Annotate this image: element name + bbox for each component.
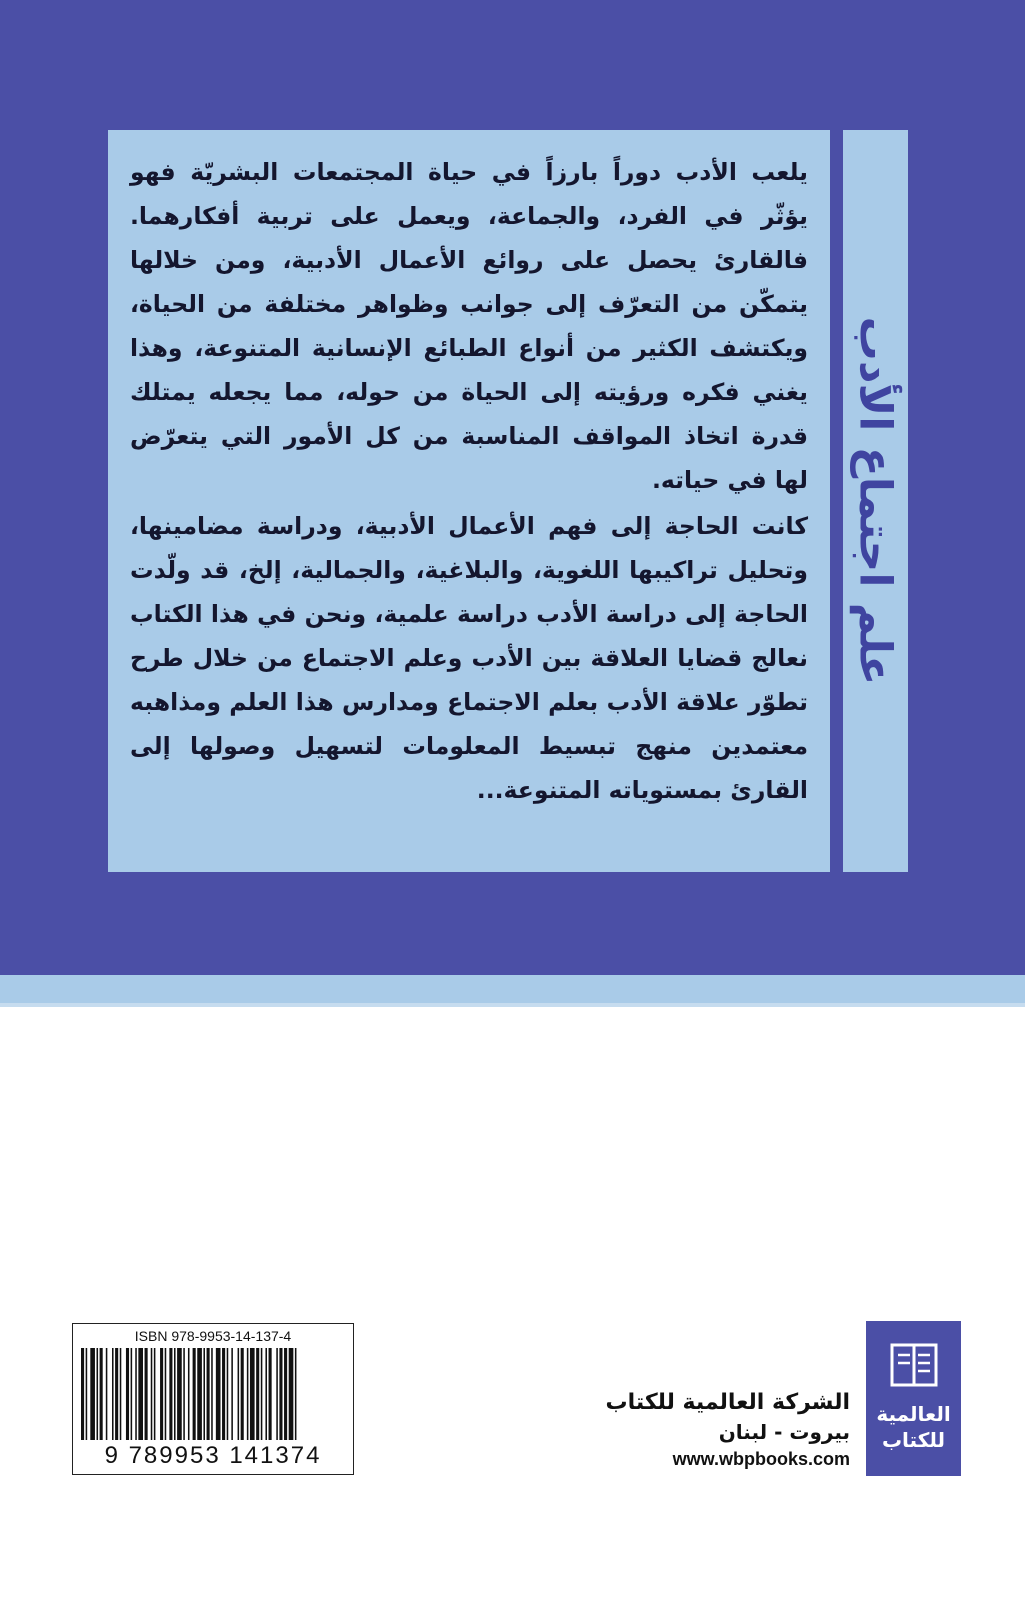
barcode-bar [227, 1348, 229, 1440]
barcode-box [72, 1323, 354, 1475]
barcode-bar [197, 1348, 202, 1440]
publisher-city: بيروت - لبنان [718, 1420, 850, 1444]
barcode-bar [115, 1348, 118, 1440]
barcode-bar [154, 1348, 156, 1440]
barcode-bar [211, 1348, 213, 1440]
barcode-bar [203, 1348, 205, 1440]
barcode-bar [86, 1348, 88, 1440]
barcode-bar [135, 1348, 137, 1440]
barcode-digits: 9 789953 141374 [104, 1442, 322, 1469]
barcode-bar [188, 1348, 190, 1440]
logo-line-2: للكتاب [881, 1428, 946, 1452]
blurb-paragraph-1: يلعب الأدب دوراً بارزاً في حياة المجتمعات البشريّة فهو يؤثّر في الفرد، والجماعة، ويعمل على تربية أفكارهما. فالقارئ يحصل على روائع الأعمال الأدبية، ومن خلالها يتمكّن من التعرّف إلى جوانب وظواهر مختلفة من الحياة، ويكتشف الكثير من أنواع الطبائع الإنسانية المتنوعة، وهذا يغني فكره ورؤيته إلى الحياة من حوله، مما يجعله يمتلك قدرة اتخاذ المواقف المناسبة من كل الأمور التي يتعرّض لها في حياته. [130, 158, 808, 494]
barcode-bar [120, 1348, 122, 1440]
barcode-bar [165, 1348, 167, 1440]
logo-line-1: العالمية [876, 1402, 951, 1426]
blurb-panel [108, 130, 830, 872]
barcode-bar [207, 1348, 210, 1440]
publisher-logo [866, 1321, 961, 1476]
barcode-bar [222, 1348, 225, 1440]
barcode-bar [183, 1348, 185, 1440]
barcode-bar [247, 1348, 249, 1440]
barcode-bar [265, 1348, 267, 1440]
barcode-bar [269, 1348, 272, 1440]
barcode-bar [112, 1348, 114, 1440]
logo-text [866, 1401, 961, 1453]
divider-line [0, 1003, 1025, 1007]
barcode-bar [106, 1348, 108, 1440]
book-title: علم اجتماع الأدب [849, 316, 901, 686]
barcode-bar [160, 1348, 163, 1440]
barcode-bar [276, 1348, 278, 1440]
barcode-bar [279, 1348, 282, 1440]
barcode-bar [238, 1348, 240, 1440]
barcode-bar [90, 1348, 95, 1440]
publisher-name: الشركة العالمية للكتاب [605, 1390, 850, 1415]
barcode-bar [126, 1348, 129, 1440]
barcode-bar [100, 1348, 103, 1440]
barcode-bar [231, 1348, 233, 1440]
barcode-bar [193, 1348, 196, 1440]
barcode-bar [256, 1348, 259, 1440]
barcode-bar [131, 1348, 133, 1440]
barcode-icon [81, 1348, 345, 1440]
barcode-bar [241, 1348, 244, 1440]
barcode-bar [81, 1348, 84, 1440]
blurb-paragraph-2: كانت الحاجة إلى فهم الأعمال الأدبية، ودراسة مضامينها، وتحليل تراكيبها اللغوية، والبلاغية، والجمالية، إلخ، قد ولّدت الحاجة إلى دراسة الأدب دراسة علمية، ونحن في هذا الكتاب نعالج قضايا العلاقة بين الأدب وعلم الاجتماع من خلال طرح تطوّر علاقة الأدب بعلم الاجتماع ومدارس هذا العلم ومذاهبه معتمدين منهج تبسيط المعلومات لتسهيل وصولها إلى القارئ بمستوياته المتنوعة... [130, 512, 808, 804]
barcode-bar [295, 1348, 297, 1440]
divider-stripe [0, 975, 1025, 1003]
barcode-bar [284, 1348, 287, 1440]
barcode-bar [169, 1348, 172, 1440]
barcode-bar [216, 1348, 221, 1440]
barcode-bar [145, 1348, 148, 1440]
publisher-info [600, 1388, 850, 1472]
barcode-bar [97, 1348, 99, 1440]
book-icon [884, 1335, 944, 1395]
barcode-bar [261, 1348, 263, 1440]
barcode-bar [250, 1348, 255, 1440]
barcode-bar [138, 1348, 143, 1440]
barcode-bar [177, 1348, 182, 1440]
barcode-bar [174, 1348, 176, 1440]
barcode-bar [151, 1348, 153, 1440]
publisher-url[interactable]: www.wbpbooks.com [672, 1449, 850, 1469]
barcode-bar [289, 1348, 294, 1440]
spine-panel [843, 130, 908, 872]
isbn-label: ISBN 978-9953-14-137-4 [134, 1328, 292, 1344]
